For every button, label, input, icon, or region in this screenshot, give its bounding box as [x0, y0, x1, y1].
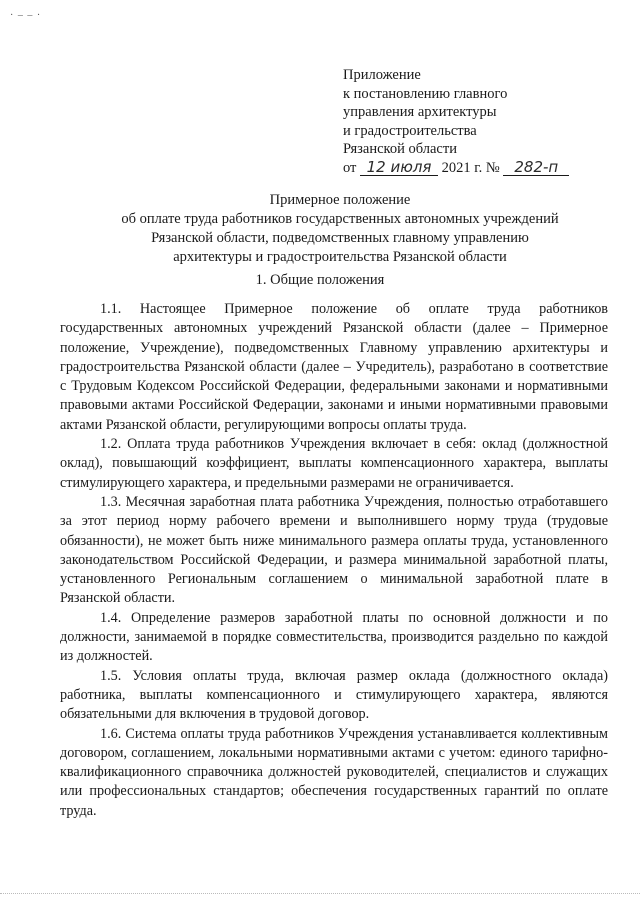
- paragraph: 1.2. Оплата труда работников Учреждения включает в себя: оклад (должностной оклад), повышающий коэффициент, выплаты компенсационного характера, выплаты стимулирующего характера, и предельными размерами не ограничивается.: [60, 436, 608, 491]
- paragraph: 1.6. Система оплаты труда работников Учреждения устанавливается коллективным договором, соглашением, локальными нормативными актами с учетом: единого тарифно-квалификационного справочника должностей руководителей, специалистов и служащих или профессиональных стандартов; обеспечения государственных гарантий по оплате труда.: [60, 725, 608, 819]
- document-body: [60, 300, 608, 821]
- scan-edge-artifact: [0, 893, 640, 900]
- title-line: Примерное положение: [269, 192, 411, 208]
- handwritten-number: 282-п: [503, 160, 569, 176]
- appendix-line: управления архитектуры: [343, 104, 497, 121]
- appendix-line: к постановлению главного: [343, 85, 508, 102]
- handwritten-date: 12 июля: [360, 160, 438, 176]
- appendix-line: и градостроительства: [343, 122, 477, 139]
- appendix-block: [343, 66, 569, 178]
- title-line: Рязанской области, подведомственных главному управлению: [151, 230, 529, 246]
- appendix-line: Рязанской области: [343, 141, 457, 158]
- scan-artifact: · – – ·: [10, 10, 42, 21]
- section-heading: 1. Общие положения: [255, 272, 385, 288]
- appendix-line: Приложение: [343, 67, 421, 83]
- year: 2021 г.: [441, 159, 483, 176]
- date-line: [343, 159, 569, 178]
- paragraph: 1.5. Условия оплаты труда, включая размер оклада (должностного оклада) работника, выплаты компенсационного и стимулирующего характера, являются обязательными для включения в трудовой договор.: [60, 667, 608, 723]
- number-sign: №: [485, 159, 500, 176]
- paragraph: 1.1. Настоящее Примерное положение об оплате труда работников государственных автономных учреждений Рязанской области (далее – Примерное положение, Учреждение), подведомственных Главному управлению архитектуры и градостроительства Рязанской области (далее – Учредитель), разработано в соответствие с Трудовым Кодексом Российской Федерации, федеральными законами и нормативными правовыми актами Российской Федерации, законами и иными нормативными правовыми актами Рязанской области, регулирующими вопросы оплаты труда.: [60, 301, 608, 433]
- title-line: архитектуры и градостроительства Рязанской области: [173, 249, 507, 265]
- paragraph: 1.4. Определение размеров заработной платы по основной должности и по должности, занимаемой в порядке совместительства, производится раздельно по каждой из должностей.: [60, 609, 608, 665]
- date-prefix: от: [343, 159, 357, 176]
- document-title: [90, 191, 590, 267]
- title-line: об оплате труда работников государственных автономных учреждений: [121, 211, 559, 227]
- paragraph: 1.3. Месячная заработная плата работника Учреждения, полностью отработавшего за этот период норму рабочего времени и выполнившего норму труда (трудовые обязанности), не может быть ниже минимального размера оплаты труда, установленного законодательством Российской Федерации, и размера минимальной заработной платы, установленного Региональным соглашением о минимальной заработной плате в Рязанской области.: [60, 493, 608, 607]
